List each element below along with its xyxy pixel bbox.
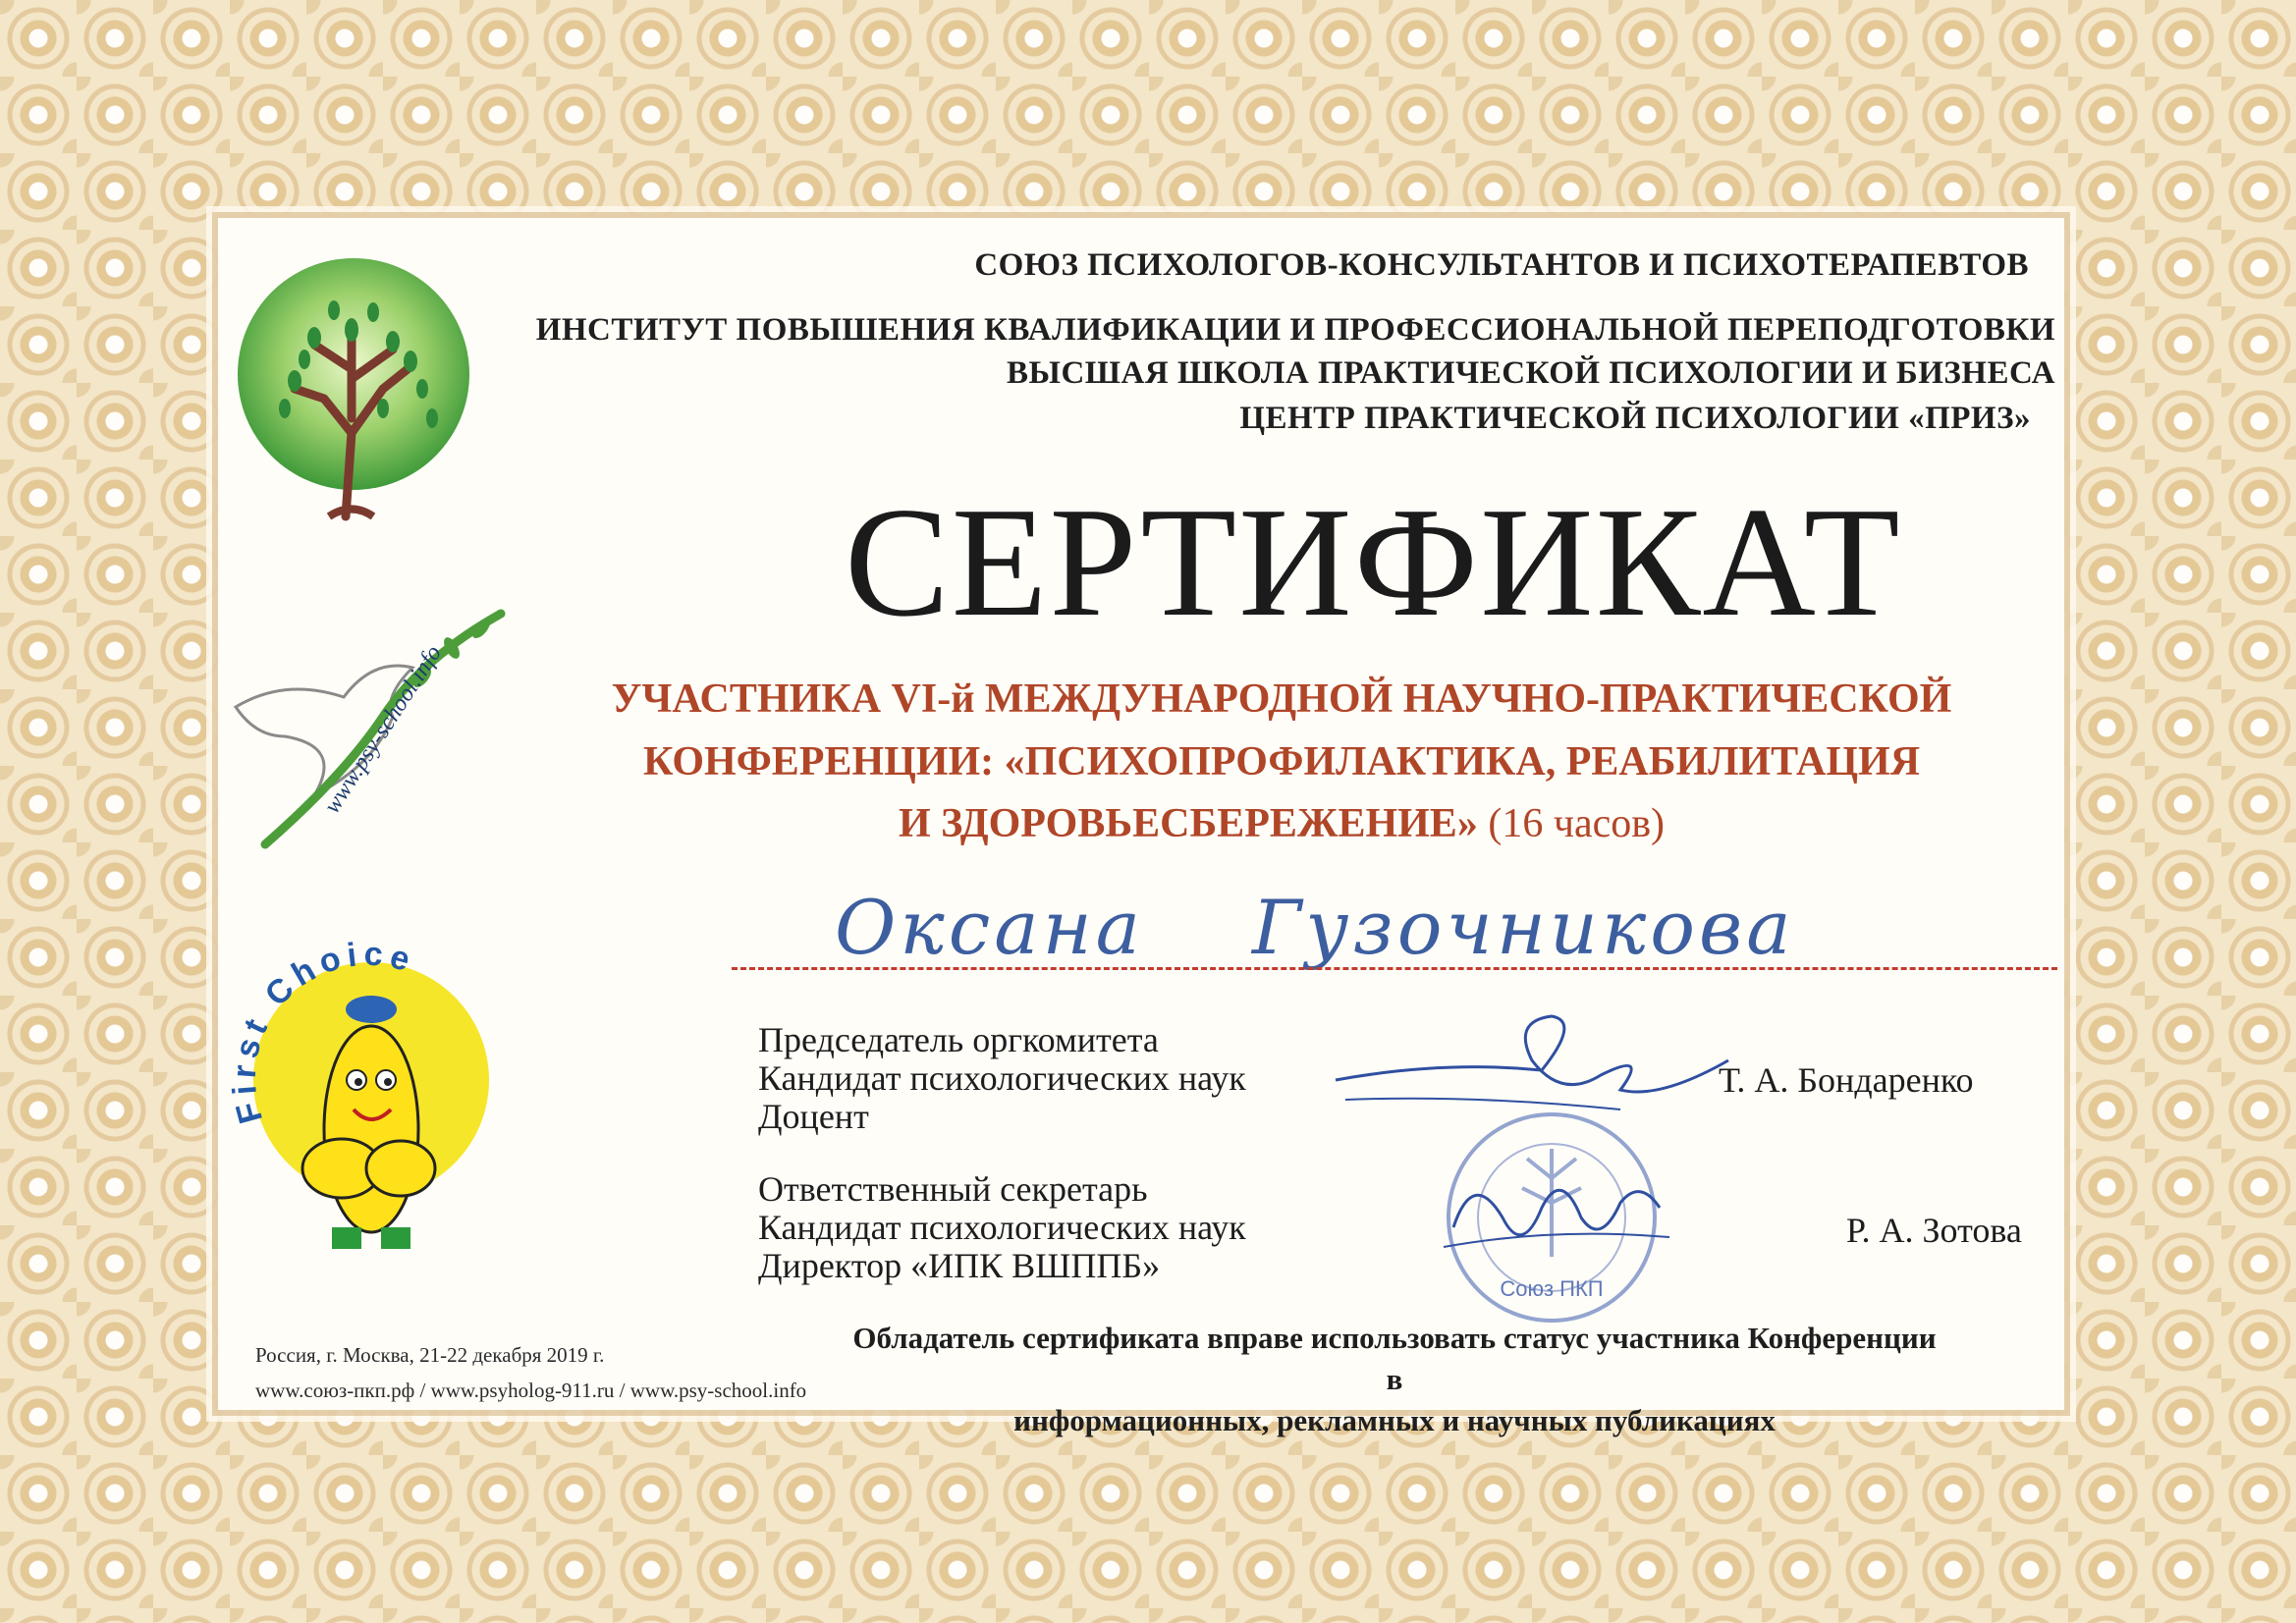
school-name: ВЫСШАЯ ШКОЛА ПРАКТИЧЕСКОЙ ПСИХОЛОГИИ И БИЗНЕСА bbox=[1007, 355, 2055, 391]
organization-stamp-icon bbox=[1375, 1109, 1728, 1335]
holder-notice bbox=[845, 1318, 1944, 1441]
websites: www.союз-пкп.рф / www.psyholog-911.ru / www.psy-school.info bbox=[255, 1379, 807, 1402]
footer-left bbox=[255, 1337, 806, 1408]
dove-logo-text: www.psy-school.info bbox=[319, 640, 447, 819]
conference-hours: (16 часов) bbox=[1488, 801, 1666, 846]
recipient-name-line bbox=[732, 967, 2057, 970]
chair-degree: Кандидат психологических наук bbox=[758, 1058, 1246, 1098]
recipient-last-name: Гузочникова bbox=[1251, 884, 1795, 971]
chair-role: Председатель оргкомитета bbox=[758, 1020, 1159, 1059]
conference-line-2: КОНФЕРЕНЦИИ: «ПСИХОПРОФИЛАКТИКА, РЕАБИЛИТАЦИЯ bbox=[642, 739, 1921, 784]
tree-logo-icon bbox=[236, 251, 491, 546]
union-name: СОЮЗ ПСИХОЛОГОВ-КОНСУЛЬТАНТОВ И ПСИХОТЕРАПЕВТОВ bbox=[974, 247, 2029, 283]
conference-line-3 bbox=[535, 800, 2028, 847]
chair-name: Т. А. Бондаренко bbox=[1719, 1060, 1974, 1100]
dove-logo-icon bbox=[226, 599, 520, 864]
recipient-first-name: Оксана bbox=[835, 884, 1144, 971]
chair-title: Доцент bbox=[758, 1097, 869, 1136]
center-name: ЦЕНТР ПРАКТИЧЕСКОЙ ПСИХОЛОГИИ «ПРИЗ» bbox=[1239, 401, 2031, 436]
stamp-text: Союз ПКП bbox=[1500, 1276, 1604, 1301]
first-choice-logo-arc-text: First Choice bbox=[225, 935, 420, 1128]
notice-line-1: Обладатель сертификата вправе использовать статус участника Конференции в bbox=[852, 1321, 1937, 1396]
recipient-name bbox=[835, 884, 1795, 971]
secretary-name: Р. А. Зотова bbox=[1846, 1211, 2022, 1250]
chair-signature-block bbox=[758, 1021, 1246, 1136]
secretary-degree: Кандидат психологических наук bbox=[758, 1208, 1246, 1247]
institute-name: ИНСТИТУТ ПОВЫШЕНИЯ КВАЛИФИКАЦИИ И ПРОФЕССИОНАЛЬНОЙ ПЕРЕПОДГОТОВКИ bbox=[535, 312, 2055, 348]
notice-line-2: информационных, рекламных и научных публикациях bbox=[1013, 1403, 1776, 1437]
conference-line-3-main: И ЗДОРОВЬЕСБЕРЕЖЕНИЕ» bbox=[898, 801, 1478, 846]
secretary-role: Ответственный секретарь bbox=[758, 1169, 1148, 1209]
secretary-signature-block bbox=[758, 1170, 1246, 1285]
conference-line-1: УЧАСТНИКА VI-й МЕЖДУНАРОДНОЙ НАУЧНО-ПРАКТИЧЕСКОЙ bbox=[611, 676, 1952, 722]
first-choice-logo-icon bbox=[224, 933, 519, 1267]
certificate-title: СЕРТИФИКАТ bbox=[845, 474, 1902, 649]
secretary-title: Директор «ИПК ВШППБ» bbox=[758, 1246, 1161, 1285]
place-date: Россия, г. Москва, 21-22 декабря 2019 г. bbox=[255, 1343, 605, 1367]
